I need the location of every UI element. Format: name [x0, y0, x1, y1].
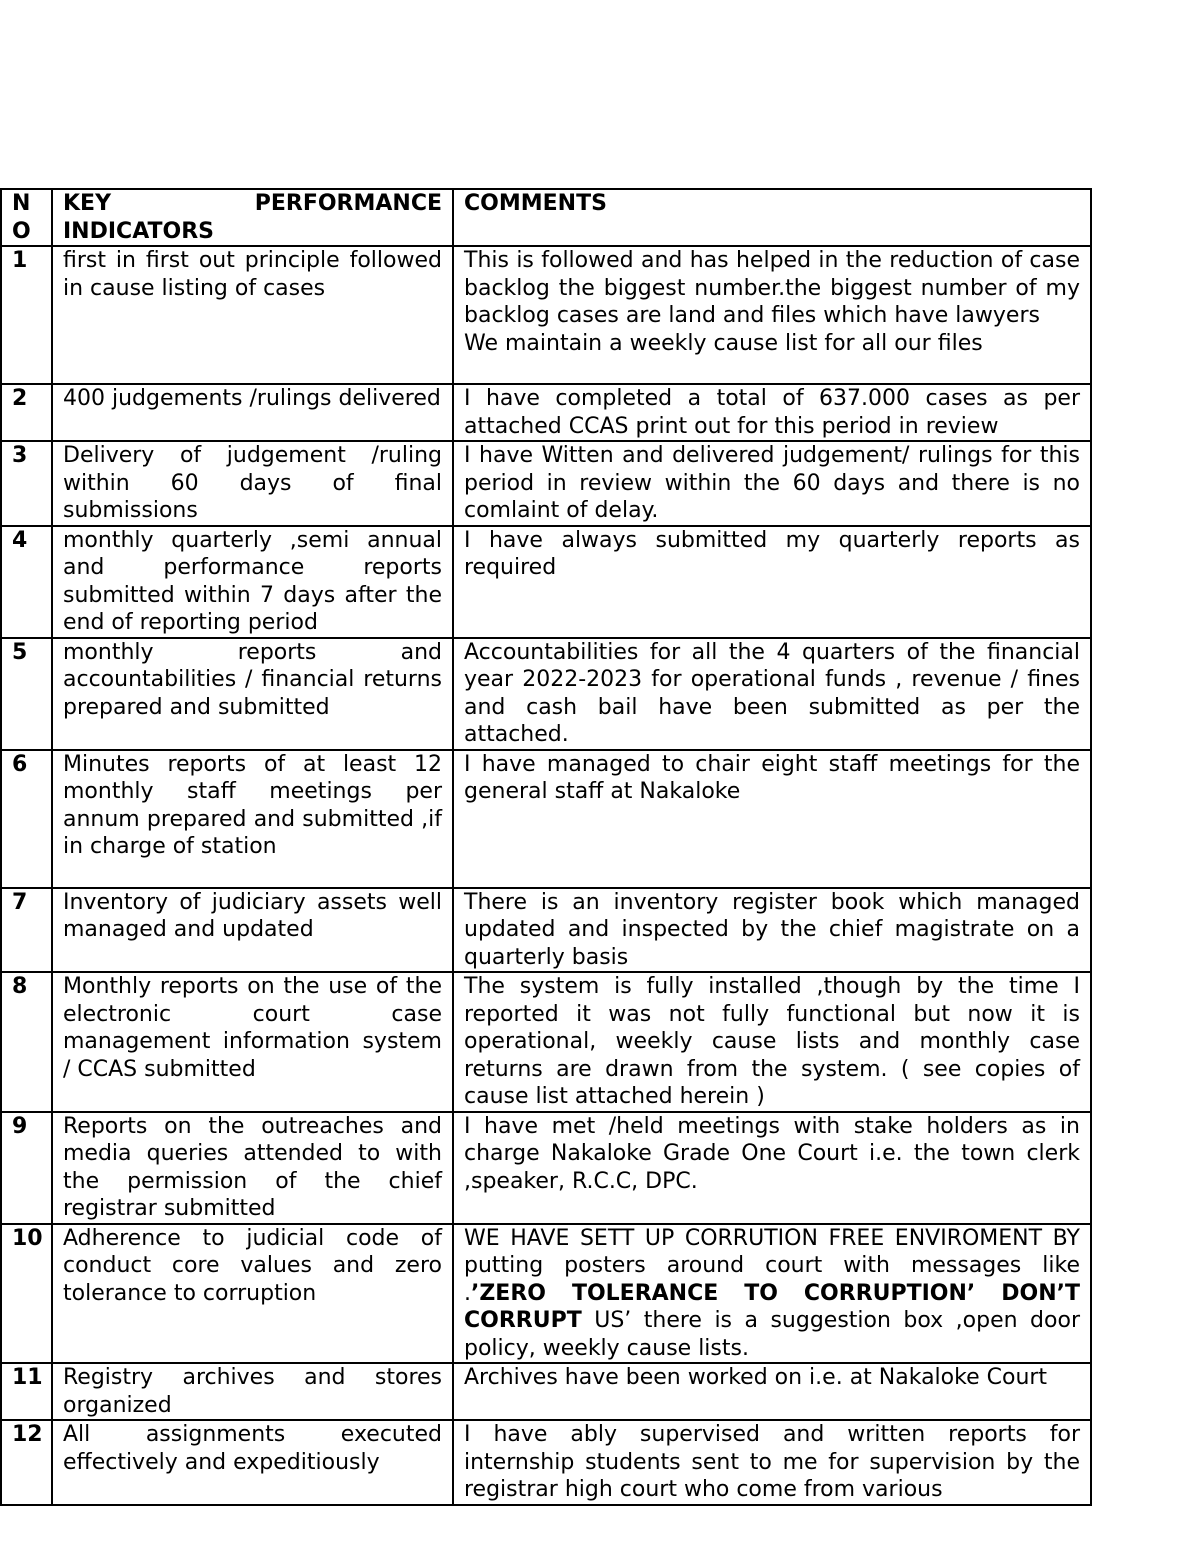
comment-cell: I have Witten and delivered judgement/ rulings for this period in review within the 60 days and there is no comlaint of delay. — [453, 441, 1091, 526]
comment-cell: I have completed a total of 637.000 cases as per attached CCAS print out for this period in review — [453, 384, 1091, 441]
row-number: 3 — [1, 441, 52, 526]
row-number: 11 — [1, 1363, 52, 1420]
kpi-cell: Minutes reports of at least 12 monthly staff meetings per annum prepared and submitted ,if in charge of station — [52, 750, 453, 888]
table-row — [1, 441, 1091, 526]
row-number: 9 — [1, 1112, 52, 1224]
kpi-cell: 400 judgements /rulings delivered — [52, 384, 453, 441]
kpi-cell: All assignments executed effectively and expeditiously — [52, 1420, 453, 1505]
comment-cell: I have ably supervised and written reports for internship students sent to me for supervision by the registrar high court who come from various — [453, 1420, 1091, 1505]
kpi-cell: Inventory of judiciary assets well managed and updated — [52, 888, 453, 973]
kpi-cell: Delivery of judgement /ruling within 60 days of final submissions — [52, 441, 453, 526]
comment-cell — [453, 246, 1091, 384]
kpi-cell: Reports on the outreaches and media queries attended to with the permission of the chief registrar submitted — [52, 1112, 453, 1224]
comment-cell: There is an inventory register book which managed updated and inspected by the chief magistrate on a quarterly basis — [453, 888, 1091, 973]
comment-paragraph: This is followed and has helped in the reduction of case backlog the biggest number.the biggest number of my backlog cases are land and files which have lawyers — [464, 248, 1080, 328]
table-row — [1, 384, 1091, 441]
comment-paragraph: We maintain a weekly cause list for all our files — [464, 330, 983, 356]
row-number: 12 — [1, 1420, 52, 1505]
header-comments: COMMENTS — [453, 189, 1091, 246]
row-number: 10 — [1, 1224, 52, 1364]
kpi-cell: Registry archives and stores organized — [52, 1363, 453, 1420]
header-no-line1: N — [12, 191, 31, 216]
comment-cell: Accountabilities for all the 4 quarters of the financial year 2022-2023 for operational funds , revenue / fines and cash bail have been submitted as per the attached. — [453, 638, 1091, 750]
comment-text: WE HAVE SETT UP CORRUTION FREE ENVIROMENT BY putting posters around court with messages like . — [464, 1225, 1080, 1306]
comment-cell: I have managed to chair eight staff meetings for the general staff at Nakaloke — [453, 750, 1091, 888]
comment-cell — [453, 1224, 1091, 1364]
row-number: 1 — [1, 246, 52, 384]
header-no — [1, 189, 52, 246]
table-row — [1, 972, 1091, 1112]
comment-cell: Archives have been worked on i.e. at Nakaloke Court — [453, 1363, 1091, 1420]
row-number: 7 — [1, 888, 52, 973]
header-kpi: KEY PERFORMANCE INDICATORS — [52, 189, 453, 246]
table-row — [1, 1420, 1091, 1505]
row-number: 4 — [1, 526, 52, 638]
row-number: 5 — [1, 638, 52, 750]
table-row — [1, 1363, 1091, 1420]
kpi-cell: monthly reports and accountabilities / financial returns prepared and submitted — [52, 638, 453, 750]
row-number: 6 — [1, 750, 52, 888]
kpi-cell: first in first out principle followed in cause listing of cases — [52, 246, 453, 384]
comment-emphasis: ’ZERO TOLERANCE TO CORRUPTION’ DON’T CORRUPT — [464, 1280, 1080, 1333]
header-no-line2: O — [12, 218, 31, 244]
comment-text: US’ there is a suggestion box ,open door policy, weekly cause lists. — [464, 1308, 1080, 1361]
table-row — [1, 1112, 1091, 1224]
comment-cell: The system is fully installed ,though by the time I reported it was not fully functional but now it is operational, weekly cause lists and monthly case returns are drawn from the system. ( see copies of cause list attached herein ) — [453, 972, 1091, 1112]
kpi-cell: Monthly reports on the use of the electronic court case management information system / CCAS submitted — [52, 972, 453, 1112]
table-row — [1, 888, 1091, 973]
table-row — [1, 526, 1091, 638]
row-number: 2 — [1, 384, 52, 441]
comment-cell: I have met /held meetings with stake holders as in charge Nakaloke Grade One Court i.e. the town clerk ,speaker, R.C.C, DPC. — [453, 1112, 1091, 1224]
kpi-cell: monthly quarterly ,semi annual and performance reports submitted within 7 days after the end of reporting period — [52, 526, 453, 638]
kpi-cell: Adherence to judicial code of conduct core values and zero tolerance to corruption — [52, 1224, 453, 1364]
table-row — [1, 750, 1091, 888]
table-row — [1, 246, 1091, 384]
comment-cell: I have always submitted my quarterly reports as required — [453, 526, 1091, 638]
table-header-row — [1, 189, 1091, 246]
table-row — [1, 638, 1091, 750]
row-number: 8 — [1, 972, 52, 1112]
table-row — [1, 1224, 1091, 1364]
kpi-table — [0, 188, 1092, 1506]
